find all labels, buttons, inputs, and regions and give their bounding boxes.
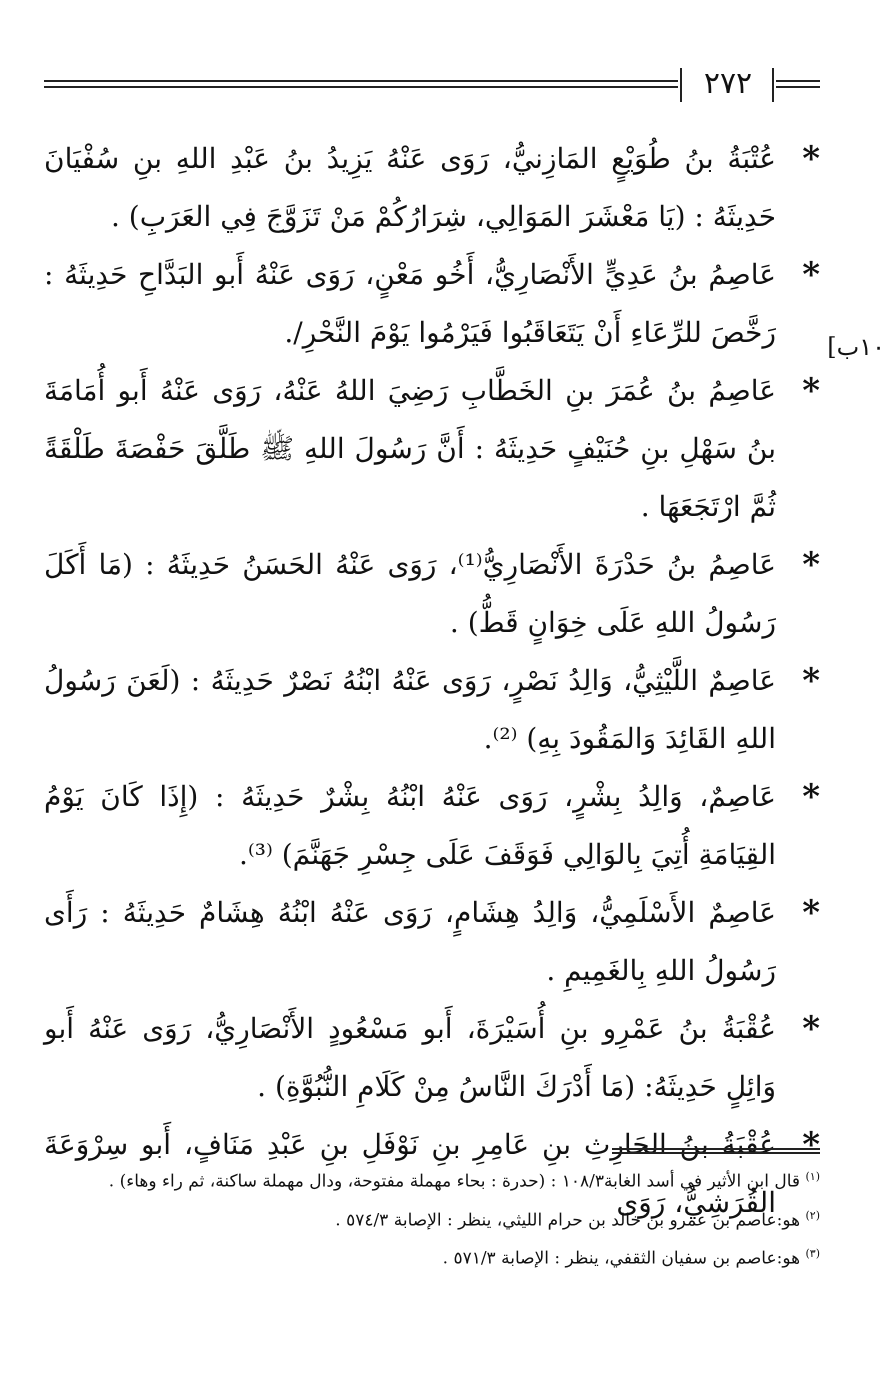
asterisk-icon: * — [802, 371, 820, 411]
entry-text: عُتْبَةُ بنُ طُوَيْعٍ المَازِنيُّ، رَوَى عَنْهُ يَزِيدُ بنُ عَبْدِ اللهِ بنِ سُفْيَانَ حَدِيثَهُ : (يَا مَعْشَرَ المَوَالِي، شِرَارُكُمْ مَنْ تَزَوَّجَ فِي العَرَبِ) . — [44, 142, 776, 233]
entry-item — [44, 884, 820, 1000]
entries-list — [44, 130, 820, 1232]
header-separator — [680, 68, 682, 102]
entry-item — [44, 768, 820, 884]
asterisk-icon: * — [802, 255, 820, 295]
footnote-text: هو:عاصم بن سفيان الثقفي، ينظر : الإصابة ٥٧١/٣ . — [442, 1248, 801, 1269]
entry-text: عَاصِمُ بنُ عُمَرَ بنِ الخَطَّابِ رَضِيَ اللهُ عَنْهُ، رَوَى عَنْهُ أَبو أُمَامَةَ بنُ سَهْلِ بنِ حُنَيْفٍ حَدِيثَهُ : أَنَّ رَسُولَ اللهِ ﷺ طَلَّقَ حَفْصَةَ طَلْقَةً ثُمَّ ارْتَجَعَهَا . — [44, 374, 776, 523]
asterisk-icon: * — [802, 1125, 820, 1165]
asterisk-icon: * — [802, 661, 820, 701]
header-separator — [772, 68, 774, 102]
footnote-rule — [612, 1148, 820, 1154]
footnote-marker: (٢) — [805, 1208, 820, 1222]
entry-item — [44, 652, 820, 768]
footnote-marker: (٣) — [805, 1247, 820, 1261]
footnote-marker: (١) — [805, 1170, 820, 1183]
entry-text: عَاصِمُ بنُ حَدْرَةَ الأَنْصَارِيُّ⁽¹⁾، رَوَى عَنْهُ الحَسَنُ حَدِيثَهُ : (مَا أَكَلَ رَسُولُ اللهِ عَلَى خِوَانٍ قَطُّ) . — [44, 548, 777, 639]
footnote-item — [44, 1162, 820, 1197]
header-rule-left — [44, 80, 678, 88]
footnote-item — [44, 1201, 820, 1236]
entry-item — [44, 130, 820, 246]
page-number: ٢٧٢ — [703, 66, 753, 101]
asterisk-icon: * — [802, 777, 820, 817]
entry-item — [44, 362, 820, 536]
footnote-text: هو:عاصم بن عمرو بن خالد بن حرام الليثي، ينظر : الإصابة ٥٧٤/٣ . — [335, 1210, 801, 1231]
asterisk-icon: * — [802, 545, 820, 585]
entry-item — [44, 1000, 820, 1116]
footnote-text: قال ابن الأثير في أسد الغابة١٠٨/٣ : (حدرة : بحاء مهملة مفتوحة، ودال مهملة ساكنة، ثم راء وهاء) . — [108, 1171, 801, 1192]
entry-text: عَاصِمٌ اللَّيْثِيُّ، وَالِدُ نَصْرٍ، رَوَى عَنْهُ ابْنُهُ نَصْرٌ حَدِيثَهُ : (لَعَنَ رَسُولُ اللهِ القَائِدَ وَالمَقُودَ بِهِ) ⁽²⁾. — [44, 664, 776, 755]
entry-text: عَاصِمٌ، وَالِدُ بِشْرٍ، رَوَى عَنْهُ ابْنُهُ بِشْرٌ حَدِيثَهُ : (إِذَا كَانَ يَوْمُ القِيَامَةِ أُتِيَ بِالوَالِي فَوَقَفَ عَلَى جِسْرِ جَهَنَّمَ) ⁽³⁾. — [44, 780, 776, 871]
entry-item — [44, 246, 820, 362]
footnotes — [44, 1162, 820, 1278]
entry-text: عُقْبَةُ بنُ الحَارِثِ بنِ عَامِرِ بنِ نَوْفَلِ بنِ عَبْدِ مَنَافٍ، أَبو سِرْوَعَةَ القُرَشِيُّ، رَوَى — [44, 1128, 777, 1219]
entry-text: عَاصِمُ بنُ عَدِيٍّ الأَنْصَارِيُّ، أَخُو مَعْنٍ، رَوَى عَنْهُ أَبو البَدَّاحِ حَدِيثَهُ : رَخَّصَ للرِّعَاءِ أَنْ يَتَعَاقَبُوا فَيَرْمُوا يَوْمَ النَّحْرِ/. — [44, 258, 776, 349]
page-header — [44, 66, 820, 106]
margin-folio-note: ١٠ب] — [827, 333, 885, 361]
entry-text: عَاصِمٌ الأَسْلَمِيُّ، وَالِدُ هِشَامٍ، رَوَى عَنْهُ ابْنُهُ هِشَامٌ حَدِيثَهُ : رَأَى رَسُولُ اللهِ بِالغَمِيمِ . — [44, 896, 776, 987]
entry-text: عُقْبَةُ بنُ عَمْرِو بنِ أُسَيْرَةَ، أَبو مَسْعُودٍ الأَنْصَارِيُّ، رَوَى عَنْهُ أَبو وَائِلٍ حَدِيثَهُ: (مَا أَدْرَكَ النَّاسُ مِنْ كَلَامِ النُّبُوَّةِ) . — [44, 1012, 776, 1103]
asterisk-icon: * — [802, 893, 820, 933]
asterisk-icon: * — [802, 1009, 820, 1049]
header-rule-right — [776, 80, 820, 88]
footnote-item — [44, 1239, 820, 1274]
asterisk-icon: * — [802, 139, 820, 179]
entry-item — [44, 536, 820, 652]
